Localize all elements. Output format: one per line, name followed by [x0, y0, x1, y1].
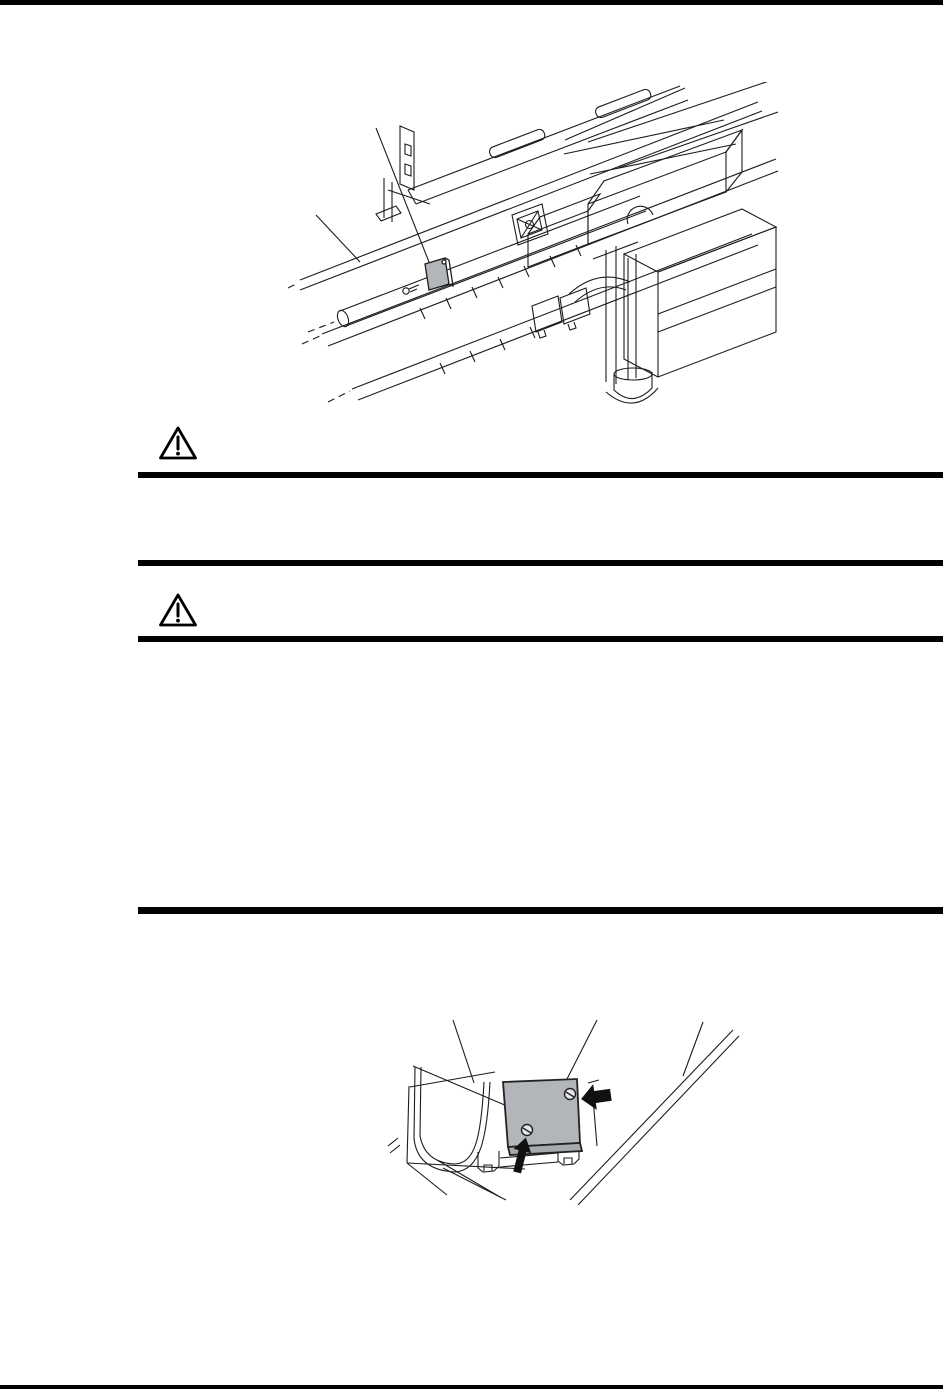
small-screw-icon	[403, 288, 409, 294]
rail-dashed-end	[302, 336, 320, 344]
beam-edge	[416, 100, 688, 204]
top-page-rule	[0, 0, 943, 5]
leader-line	[316, 215, 360, 262]
figure-carriage-assembly	[288, 82, 778, 407]
leader-line	[564, 120, 724, 154]
rail-line	[300, 111, 762, 290]
rail-dashed-end	[328, 391, 350, 402]
cable-loop	[414, 1067, 415, 1138]
section-divider-rule	[138, 907, 943, 914]
warning-exclamation-dot	[176, 452, 180, 456]
warning-triangle-icon	[158, 425, 198, 461]
rail-line	[618, 112, 778, 168]
connector	[560, 288, 590, 324]
warning2-top-rule	[138, 560, 943, 566]
rail-dashed-end	[288, 283, 298, 288]
rail-line	[328, 171, 778, 346]
warning2-bottom-rule	[138, 636, 943, 642]
figure-cover-plate-detail	[385, 1020, 745, 1205]
warning-triangle-icon	[158, 592, 198, 628]
rail-line	[322, 159, 776, 334]
plate-screw-hole	[442, 260, 446, 264]
warning1-rule	[138, 472, 943, 478]
shaft-edge	[346, 211, 646, 326]
warning-exclamation-dot	[176, 619, 180, 623]
beam-tab	[488, 128, 546, 159]
leader-line	[683, 1022, 703, 1076]
rail-line	[578, 1036, 739, 1205]
housing-box	[588, 152, 726, 244]
rail-line	[358, 245, 758, 400]
panel-edge	[407, 1086, 409, 1163]
cup-rim	[614, 368, 652, 380]
leader-line	[453, 1020, 474, 1083]
bottom-page-rule	[0, 1385, 943, 1389]
cup	[614, 372, 652, 399]
black-arrow-left-icon	[579, 1082, 612, 1112]
rail-line	[300, 102, 758, 280]
shaft-edge	[340, 196, 640, 311]
bracket	[400, 126, 414, 190]
leader-line	[565, 1020, 597, 1083]
mount-foot	[478, 1151, 499, 1172]
right-housing	[624, 209, 776, 272]
cover-plate-line-art-svg	[385, 1020, 745, 1205]
carriage-assembly-line-art-svg	[288, 82, 778, 407]
